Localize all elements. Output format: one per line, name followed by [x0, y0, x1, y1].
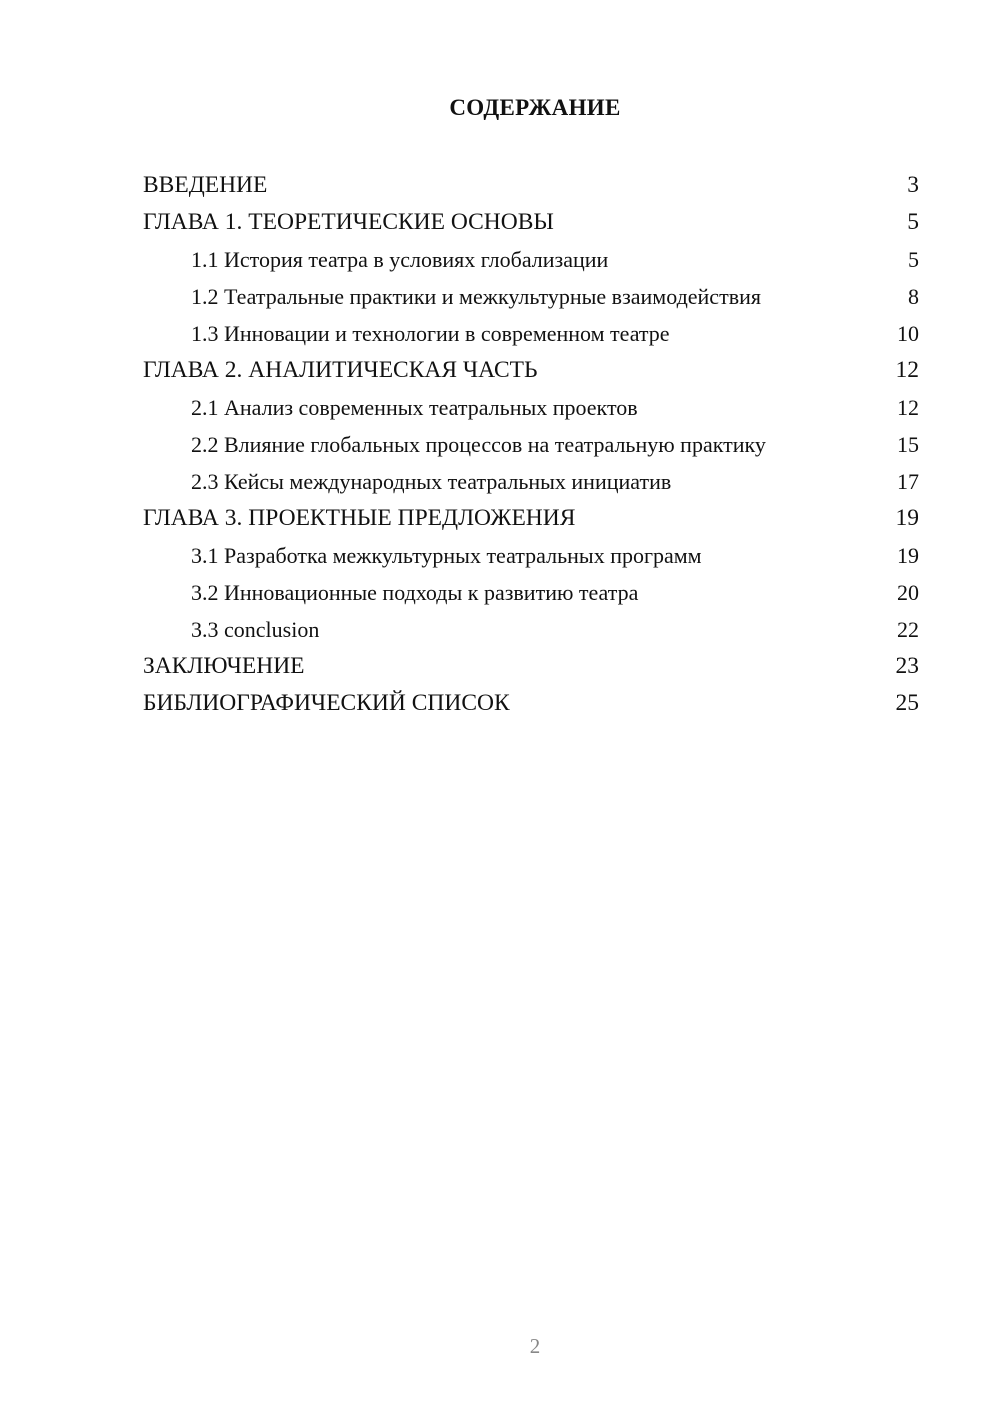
- toc-entry: [143, 354, 919, 391]
- toc-entry-label: 1.2 Театральные практики и межкультурные взаимодействия: [191, 284, 761, 309]
- toc-entry-label: 3.2 Инновационные подходы к развитию театра: [191, 580, 639, 605]
- toc-entry-page: 15: [897, 432, 919, 457]
- toc-entry-page: 19: [895, 505, 919, 531]
- toc-entry-label: 2.3 Кейсы международных театральных инициатив: [191, 469, 672, 494]
- toc-entry-label: 3.1 Разработка межкультурных театральных программ: [191, 543, 702, 568]
- toc-entry-page: 10: [897, 321, 919, 346]
- toc-entry-label: 2.1 Анализ современных театральных проектов: [191, 395, 638, 420]
- toc-entry: [143, 687, 919, 724]
- toc-entry-page: 20: [897, 580, 919, 605]
- toc-entry-label: 3.3 conclusion: [191, 617, 320, 642]
- toc-subentry: [143, 280, 919, 317]
- toc-entry-label: 1.3 Инновации и технологии в современном театре: [191, 321, 670, 346]
- toc-entry-page: 5: [907, 209, 919, 235]
- toc-entry: [143, 206, 919, 243]
- toc-entry-label: ГЛАВА 3. ПРОЕКТНЫЕ ПРЕДЛОЖЕНИЯ: [143, 505, 576, 531]
- toc-entry-label: БИБЛИОГРАФИЧЕСКИЙ СПИСОК: [143, 690, 510, 716]
- toc-entry: [143, 650, 919, 687]
- toc-entry-page: 12: [897, 395, 919, 420]
- toc-entry-page: 22: [897, 617, 919, 642]
- toc-subentry: [143, 539, 919, 576]
- page-number: 2: [529, 1334, 541, 1358]
- toc-subentry: [143, 576, 919, 613]
- toc-entry: [143, 502, 919, 539]
- page-title: СОДЕРЖАНИЕ: [449, 95, 621, 120]
- toc-entry-label: ЗАКЛЮЧЕНИЕ: [143, 653, 305, 679]
- toc-entry-label: ГЛАВА 1. ТЕОРЕТИЧЕСКИЕ ОСНОВЫ: [143, 209, 554, 235]
- toc-entry-label: ГЛАВА 2. АНАЛИТИЧЕСКАЯ ЧАСТЬ: [143, 357, 538, 383]
- toc-subentry: [143, 243, 919, 280]
- toc-entry-page: 5: [908, 247, 919, 272]
- toc-entry-page: 8: [908, 284, 919, 309]
- toc-entry-page: 23: [895, 653, 919, 679]
- toc-subentry: [143, 391, 919, 428]
- toc-entry-label: 1.1 История театра в условиях глобализации: [191, 247, 609, 272]
- toc-entry-page: 19: [897, 543, 919, 568]
- toc-subentry: [143, 317, 919, 354]
- toc-entry-page: 12: [895, 357, 919, 383]
- table-of-contents: [143, 169, 919, 724]
- toc-subentry: [143, 613, 919, 650]
- toc-subentry: [143, 428, 919, 465]
- toc-entry-page: 17: [897, 469, 919, 494]
- toc-entry: [143, 169, 919, 206]
- toc-entry-label: ВВЕДЕНИЕ: [143, 172, 268, 198]
- toc-entry-page: 25: [895, 690, 919, 716]
- toc-subentry: [143, 465, 919, 502]
- toc-entry-label: 2.2 Влияние глобальных процессов на театральную практику: [191, 432, 766, 457]
- toc-entry-page: 3: [907, 172, 919, 198]
